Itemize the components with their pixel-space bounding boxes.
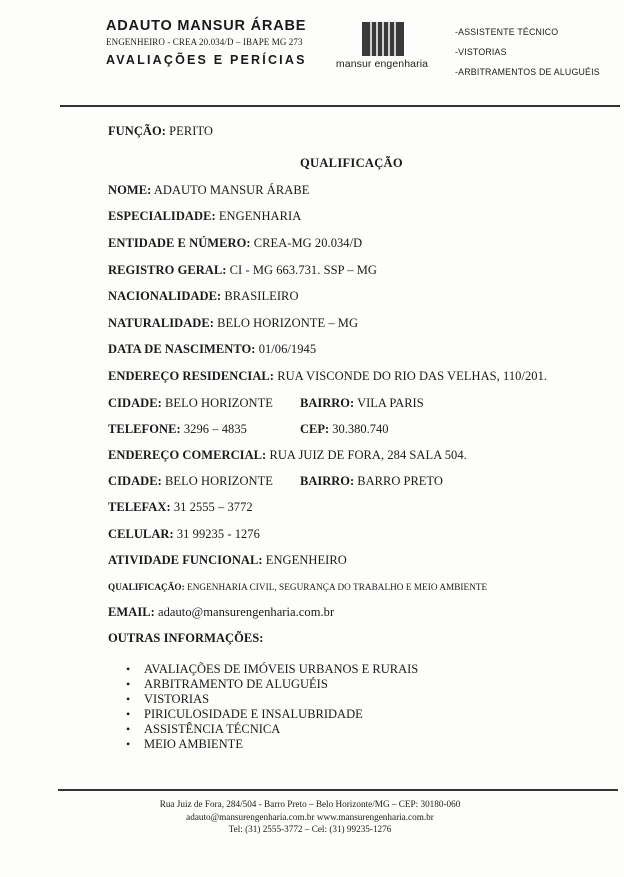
field-value: BARRO PRETO [357, 474, 443, 488]
field-especialidade [108, 209, 301, 224]
field-cidade-residencial [108, 396, 273, 411]
field-cep [300, 422, 389, 437]
field-label: REGISTRO GERAL: [108, 263, 227, 277]
field-value: adauto@mansurengenharia.com.br [158, 605, 335, 619]
field-endereco-residencial [108, 369, 547, 384]
field-value: ENGENHARIA CIVIL, SEGURANÇA DO TRABALHO E MEIO AMBIENTE [187, 582, 488, 592]
other-info-list [124, 662, 418, 752]
service-item: -VISTORIAS [455, 47, 507, 57]
field-value: BELO HORIZONTE [165, 474, 273, 488]
field-label: CELULAR: [108, 527, 174, 541]
field-telefax [108, 500, 253, 515]
field-nacionalidade [108, 289, 299, 304]
field-label: CEP: [300, 422, 330, 436]
list-item: • ARBITRAMENTO DE ALUGUÉIS [124, 677, 418, 692]
field-label: QUALIFICAÇÃO: [108, 582, 185, 592]
field-value: ADAUTO MANSUR ÁRABE [153, 183, 310, 197]
field-label: TELEFAX: [108, 500, 171, 514]
field-value: ENGENHEIRO [265, 553, 347, 567]
field-value: ENGENHARIA [218, 209, 302, 223]
field-label: NACIONALIDADE: [108, 289, 222, 303]
footer-address: Rua Juiz de Fora, 284/504 - Barro Preto – Belo Horizonte/MG – CEP: 30180-060 [159, 799, 461, 809]
footer-divider [58, 789, 618, 791]
field-label: ESPECIALIDADE: [108, 209, 216, 223]
header-divider [60, 105, 620, 107]
footer [120, 798, 500, 836]
field-celular [108, 527, 260, 542]
field-value: 31 2555 – 3772 [173, 500, 253, 514]
service-item: -ARBITRAMENTOS DE ALUGUÉIS [455, 67, 600, 77]
field-email [108, 605, 334, 620]
field-value: 01/06/1945 [258, 342, 317, 356]
field-value: BELO HORIZONTE – MG [217, 316, 359, 330]
field-value: BELO HORIZONTE [165, 396, 273, 410]
field-value: CI - MG 663.731. SSP – MG [229, 263, 378, 277]
field-bairro-residencial [300, 396, 424, 411]
company-logo [332, 22, 432, 74]
list-item: • MEIO AMBIENTE [124, 737, 418, 752]
field-registro [108, 263, 377, 278]
field-value: BRASILEIRO [224, 289, 299, 303]
field-value: RUA JUIZ DE FORA, 284 SALA 504. [269, 448, 467, 462]
field-value: RUA VISCONDE DO RIO DAS VELHAS, 110/201. [277, 369, 548, 383]
field-label: BAIRRO: [300, 396, 355, 410]
field-nascimento [108, 342, 316, 357]
field-qualificacao [108, 582, 487, 592]
logo-text: mansur engenharia [335, 58, 429, 70]
field-bairro-comercial [300, 474, 443, 489]
function-value: PERITO [169, 124, 213, 138]
field-naturalidade [108, 316, 358, 331]
field-value: 31 99235 - 1276 [176, 527, 260, 541]
field-value: 30.380.740 [332, 422, 389, 436]
other-info-heading [108, 631, 263, 646]
field-label: NATURALIDADE: [108, 316, 214, 330]
section-title: QUALIFICAÇÃO [300, 156, 403, 170]
other-info-label: OUTRAS INFORMAÇÕES: [108, 631, 264, 645]
field-label: BAIRRO: [300, 474, 355, 488]
field-label: CIDADE: [108, 474, 162, 488]
list-item: • PIRICULOSIDADE E INSALUBRIDADE [124, 707, 418, 722]
field-label: ATIVIDADE FUNCIONAL: [108, 553, 263, 567]
field-value: VILA PARIS [357, 396, 424, 410]
services-list [455, 22, 600, 82]
field-label: ENDEREÇO COMERCIAL: [108, 448, 267, 462]
letterhead-left [106, 18, 346, 67]
letterhead-subtitle: AVALIAÇÕES E PERÍCIAS [106, 53, 307, 67]
field-label: EMAIL: [108, 605, 155, 619]
field-cidade-comercial [108, 474, 273, 489]
company-owner-name: ADAUTO MANSUR ÁRABE [106, 18, 307, 34]
service-item: -ASSISTENTE TÉCNICO [455, 27, 559, 37]
function-label: FUNÇÃO: [108, 124, 166, 138]
field-label: ENTIDADE E NÚMERO: [108, 236, 251, 250]
list-item: • ASSISTÊNCIA TÉCNICA [124, 722, 418, 737]
field-label: DATA DE NASCIMENTO: [108, 342, 256, 356]
field-nome [108, 183, 309, 198]
field-label: TELEFONE: [108, 422, 181, 436]
field-label: ENDEREÇO RESIDENCIAL: [108, 369, 275, 383]
list-item: • AVALIAÇÕES DE IMÓVEIS URBANOS E RURAIS [124, 662, 418, 677]
footer-web: adauto@mansurengenharia.com.br www.mansurengenharia.com.br [186, 811, 434, 822]
field-telefone [108, 422, 247, 437]
field-atividade [108, 553, 347, 568]
field-label: CIDADE: [108, 396, 162, 410]
footer-phones: Tel: (31) 2555-3772 – Cel: (31) 99235-1276 [228, 824, 392, 834]
logo-mark-icon [362, 22, 404, 56]
field-label: NOME: [108, 183, 152, 197]
registration-line: ENGENHEIRO - CREA 20.034/D – IBAPE MG 273 [106, 37, 303, 47]
field-value: 3296 – 4835 [183, 422, 247, 436]
list-item: • VISTORIAS [124, 692, 418, 707]
function-line [108, 124, 213, 139]
field-endereco-comercial [108, 448, 467, 463]
field-value: CREA-MG 20.034/D [253, 236, 363, 250]
field-entidade [108, 236, 362, 251]
